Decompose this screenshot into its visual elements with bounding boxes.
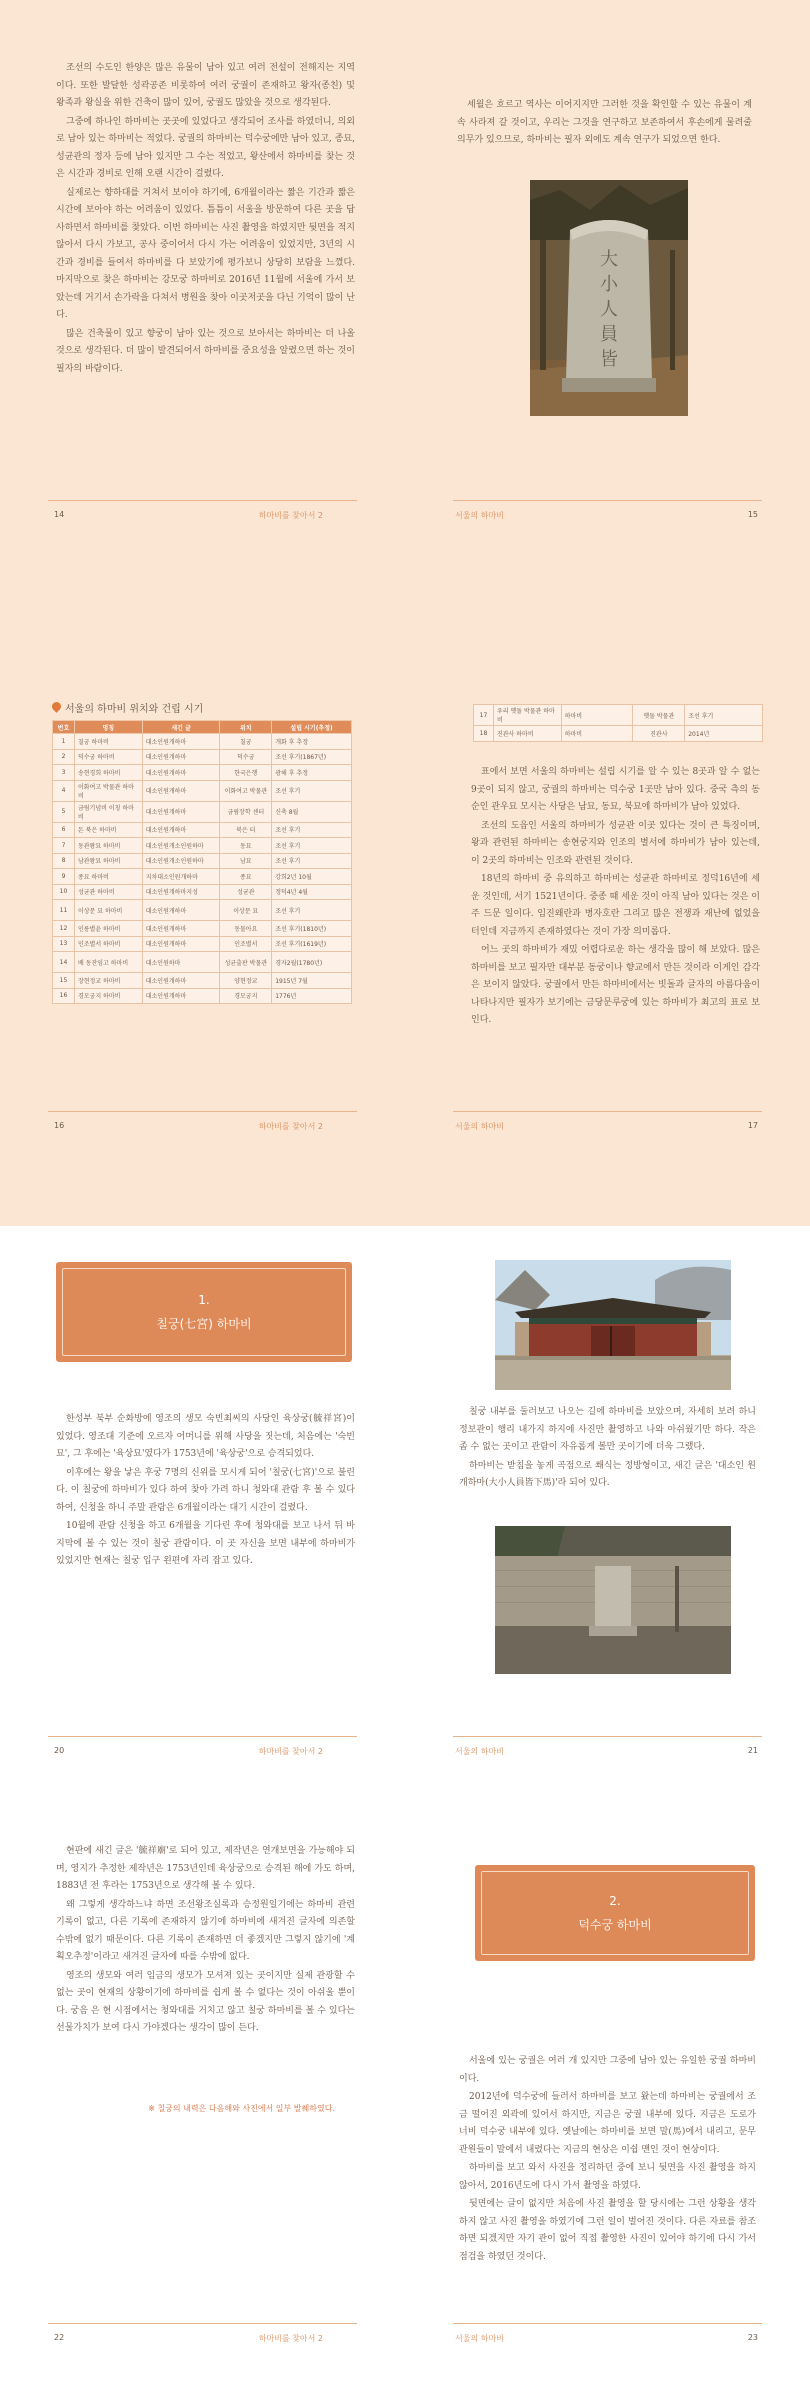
- table-cell: 조선 후기: [272, 900, 352, 921]
- table-cell: 11: [53, 900, 75, 921]
- table-cell: 강희2년 10월: [272, 869, 352, 885]
- table-cell: 2: [53, 749, 75, 765]
- table-row: [53, 780, 352, 801]
- table-cell: 7: [53, 838, 75, 854]
- table-cell: 덕수궁 하마비: [74, 749, 142, 765]
- paragraph: 칠궁 내부를 둘러보고 나오는 길에 하마비를 보았으며, 자세히 보려 하니 정보관이 행리 내가지 하지에 사진만 촬영하고 나와 아쉬웠기만 하다. 작은 좀 수 없는 곳이고 관람이 자유롭게 볼만 곳이기에 더욱 그랬다.: [459, 1407, 756, 1452]
- table-cell: 돈 북은 하마비: [74, 822, 142, 838]
- paragraph: 많은 건축물이 있고 향궁이 남아 있는 것으로 보아서는 하마비는 더 나올 것으로 생각된다. 더 많이 발견되어서 하마비를 중요성을 알렸으면 하는 것이 필자의 바람이다.: [56, 328, 355, 374]
- table-cell: 양현정교: [220, 973, 272, 989]
- table-cell: 조선 후기: [685, 705, 763, 726]
- table-title-text: 서울의 하마비 위치와 건립 시기: [65, 704, 204, 715]
- table-cell: 대소인원개하마지성: [142, 884, 220, 900]
- stone-stele-photo: [530, 180, 688, 416]
- table-cell: 16: [53, 988, 75, 1004]
- table-cell: 조선 후기(1867년): [272, 749, 352, 765]
- chapter-heading-box: [56, 1262, 352, 1362]
- table-cell: 5: [53, 801, 75, 822]
- table-cell: 18: [474, 726, 494, 742]
- table-cell: 4: [53, 780, 75, 801]
- table-cell: 옛돌 박물관: [633, 705, 685, 726]
- table-cell: 대소인원개하마: [142, 734, 220, 750]
- table-cell: 8: [53, 853, 75, 869]
- page-number: 17: [747, 1121, 758, 1130]
- divider: [48, 2323, 357, 2324]
- table-cell: 2014년: [685, 726, 763, 742]
- table-cell: 조선 후기: [272, 822, 352, 838]
- divider: [48, 1111, 357, 1112]
- table-cell: 성균관: [220, 884, 272, 900]
- table-cell: 성균출판 박물관: [220, 952, 272, 973]
- spread-16-17: [0, 616, 810, 1226]
- table-cell: 1776년: [272, 988, 352, 1004]
- location-pin-icon: [52, 702, 61, 713]
- table-cell: 동묘: [220, 838, 272, 854]
- table-cell: 대소인원개하마: [142, 822, 220, 838]
- table-cell: 6: [53, 822, 75, 838]
- table-row: [53, 884, 352, 900]
- table-cell: 9: [53, 869, 75, 885]
- table-cell: 진관사 하마비: [493, 726, 561, 742]
- paragraph: 서울에 있는 궁궐은 여러 개 있지만 그중에 남아 있는 유일한 궁궐 하마비이다.: [459, 2056, 756, 2084]
- table-cell: 성균관 하마비: [74, 884, 142, 900]
- page-number: 22: [54, 2333, 65, 2342]
- page-17-body: [471, 764, 760, 1031]
- table-cell: 대소인원개하마: [142, 973, 220, 989]
- paragraph: 세월은 흐르고 역사는 이어지지만 그러한 것을 확인할 수 있는 유물이 계속 사라져 갈 것이고, 우리는 그것을 연구하고 보존하여서 후손에게 물려줄 의무가 있으므로, 하마비는 필자 외에도 계속 연구가 되었으면 한다.: [457, 100, 752, 145]
- table-cell: 진관사: [633, 726, 685, 742]
- table-cell: 이상문 묘 하마비: [74, 900, 142, 921]
- table-cell: 경모궁지 하마비: [74, 988, 142, 1004]
- page-15: [405, 0, 810, 616]
- table-row: [53, 988, 352, 1004]
- table-cell: 지차대소인원개하마: [142, 869, 220, 885]
- chapter-title: 덕수궁 하마비: [578, 1917, 652, 1932]
- paragraph: 하마비를 보고 와서 사진을 정리하던 중에 보니 뒷면을 사진 촬영을 하지 않아서, 2016년도에 다시 가서 촬영을 하였다.: [459, 2163, 756, 2191]
- table-cell: 13: [53, 936, 75, 952]
- table-cell: 하마비: [561, 705, 633, 726]
- table-row: [53, 734, 352, 750]
- column-header: 명칭: [74, 721, 142, 734]
- paragraph: 이후에는 왕을 낳은 후궁 7명의 신위를 모시게 되어 '칠궁(七宮)'으로 불린다. 이 칠궁에 하마비가 있다 하여 찾아 가려 하니 청와대 관람 후 볼 수 있다 하여, 신청을 하니 주말 관람은 6개월이라는 대기 시간이 걸렸다.: [56, 1467, 355, 1513]
- table-cell: 14: [53, 952, 75, 973]
- paragraph: 표에서 보면 서울의 하마비는 설립 시기를 알 수 있는 8곳과 알 수 없는 9곳이 되지 않고, 궁궐의 하마비는 덕수궁 1곳만 남아 있다. 중국 측의 동순인 관우묘 모시는 사당은 남묘, 동묘, 북묘에 하마비가 남아 있었다.: [471, 767, 760, 812]
- page-23: [405, 1813, 810, 2400]
- table-cell: 동물아요: [220, 921, 272, 937]
- table-cell: 동관왕묘 하마비: [74, 838, 142, 854]
- page-number: 15: [747, 510, 758, 519]
- paragraph: 조선의 도읍인 서울의 하마비가 성균관 이곳 있다는 것이 큰 특징이며, 왕과 관련된 하마비는 송현궁지와 인조의 별서에 하마비가 남아 있는데, 이 2곳의 하마비는 인조와 관련된 것이다.: [471, 820, 760, 866]
- spread-20-21: [0, 1226, 810, 1813]
- spread-22-23: [0, 1813, 810, 2400]
- table-cell: 조선 후기: [272, 780, 352, 801]
- table-cell: 이상문 묘: [220, 900, 272, 921]
- table-cell: 남묘: [220, 853, 272, 869]
- table-cell: 인조별서 하마비: [74, 936, 142, 952]
- table-cell: 남관왕묘 하마비: [74, 853, 142, 869]
- table-cell: 인릉별윤 하마비: [74, 921, 142, 937]
- table-cell: 조선 후기: [272, 838, 352, 854]
- running-title: 서울의 하마비: [455, 2334, 504, 2343]
- table-cell: 경자2월(1780년): [272, 952, 352, 973]
- page-number: 14: [54, 510, 65, 519]
- column-header: 새긴 글: [142, 721, 220, 734]
- paragraph: 그중에 하나인 하마비는 곳곳에 있었다고 생각되어 조사를 하였더니, 의외로 남아 있는 하마비는 적었다. 궁궐의 하마비는 덕수궁에만 남아 있고, 종묘, 성균관의 정자 등에 남아 있지만 그 수는 적었고, 왕산에서 하마비를 찾는 것은 시간과 경비로 인해 오랜 시간이 걸렸다.: [56, 116, 355, 179]
- running-title: 하마비를 찾아서 2: [258, 1122, 323, 1131]
- running-title: 서울의 하마비: [455, 1122, 504, 1131]
- svg-text:人: 人: [600, 299, 618, 320]
- paragraph: 뒷면에는 글이 없지만 처음에 사진 촬영을 할 당시에는 그런 상황을 생각하지 않고 사진 촬영을 하였기에 그런 일이 벌어진 것이다. 다른 자료를 참조하면 되겠지만 자기 관이 없어 직접 촬영한 사진이 있어야 하기에 다시 가서 점검을 하였던 것이다.: [459, 2199, 756, 2262]
- source-note: ※ 칠궁의 내력은 다음해와 사진에서 일부 발췌하였다.: [148, 2104, 335, 2113]
- table-cell: 배 동잔임고 하마비: [74, 952, 142, 973]
- paragraph: 실제로는 향하대를 거쳐서 보이야 하기에, 6개월이라는 짧은 기간과 짧은 시간에 보아야 하는 어려움이 있었다. 틈틈이 서울을 방문하여 다른 곳을 답사하면서 하마비를 찾았다. 이번 하마비는 사진 촬영을 하였지만 뒷면을 적지 않아서 다시 가보고, 공사 중이어서 다시 가는 어려움이 있었지만, 3년의 시간과 경비를 들여서 하마비를 다 보았기에 평가보니 상당히 보람을 느꼈다. 마지막으로 찾은 하마비는 강모궁 하마비로 2016년 11월에 서울에 가서 보았는데 거기서 손가락을 다쳐서 병원을 찾아 이곳저곳을 다닌 기억이 많이 난다.: [56, 187, 355, 320]
- table-cell: 대소인원개하마: [142, 936, 220, 952]
- table-cell: 장현정교 하마비: [74, 973, 142, 989]
- running-title: 하마비를 찾아서 2: [258, 2334, 323, 2343]
- paragraph: 10월에 관람 신청을 하고 6개월을 기다린 후에 청와대를 보고 나서 뒤 바지막에 볼 수 있는 것이 칠궁 관람이다. 이 곳 자신을 보면 내부에 하마비가 있었지만 현재는 칠궁 입구 왼편에 자리 잡고 있다.: [56, 1521, 355, 1566]
- table-cell: 조선 후기: [272, 853, 352, 869]
- table-cell: 경모궁지: [220, 988, 272, 1004]
- page-22: [0, 1813, 405, 2400]
- table-cell: 조선 후기(1619년): [272, 936, 352, 952]
- chilgung-hamabi-photo: [495, 1526, 731, 1674]
- table-cell: 칠궁: [220, 734, 272, 750]
- table-title: [52, 700, 203, 715]
- page-15-body: [457, 97, 752, 151]
- table-row: [53, 853, 352, 869]
- divider: [48, 500, 357, 501]
- svg-text:皆: 皆: [600, 349, 618, 370]
- page-22-body: [56, 1843, 355, 2039]
- table-cell: 한국은행: [220, 765, 272, 781]
- paragraph: 어느 곳의 하마비가 재밌 어렵다로운 하는 생각을 많이 해 보았다. 많은 하마비를 보고 필자만 대부분 동궁이나 향교에서 만든 것이라 이게인 감각은 보이지 않았다. 궁궐에서 만든 하마비에서는 빗돌과 글자의 아름다움이 나타나지만 필자가 보기에는 금당문루궁에 있는 하마비가 최고의 표로 보인다.: [471, 945, 760, 1025]
- table-cell: 종묘: [220, 869, 272, 885]
- chapter-title: 칠궁(七宮) 하마비: [156, 1316, 252, 1331]
- page-21-body: [459, 1404, 756, 1494]
- table-row: [53, 973, 352, 989]
- svg-text:員: 員: [600, 324, 618, 345]
- paragraph: 하마비는 받침을 놓게 곡점으로 쐐식는 정방형이고, 새긴 글은 '대소인 원개하마(大小人員皆下馬)'라 되어 있다.: [459, 1460, 756, 1488]
- svg-text:小: 小: [600, 274, 618, 295]
- table-cell: 인조별서: [220, 936, 272, 952]
- table-row: [53, 900, 352, 921]
- chapter-number: 2.: [609, 1893, 621, 1908]
- page-17: [405, 616, 810, 1226]
- running-title: 하마비를 찾아서 2: [258, 511, 323, 520]
- table-cell: 송현경희 하마비: [74, 765, 142, 781]
- table-cell: 3: [53, 765, 75, 781]
- table-cell: 하마비: [561, 726, 633, 742]
- table-row: [474, 726, 763, 742]
- table-cell: 10: [53, 884, 75, 900]
- paragraph: 영조의 생모와 여러 임금의 생모가 모셔져 있는 곳이지만 실제 관광할 수 없는 곳이 현재의 상황이기에 하마비를 쉽게 볼 수 없다는 것이 아쉬울 뿐이다. 궁음 은 현 시점에서는 청와대를 거치고 않고 칠궁 하마비를 볼 수 있다는 선물가치가 보여 다시 가야겠다는 생각이 많이 든다.: [56, 1970, 355, 2033]
- divider: [453, 1736, 762, 1737]
- paragraph: 한성부 북부 순화방에 영조의 생모 숙빈최씨의 사당인 육상궁(毓祥宮)이 있었다. 영조대 기준에 오르자 어머니를 위해 사당을 짓는데, 처음에는 '숙빈묘', 그 후에는 '육상묘'였다가 1753년에 '육상궁'으로 승격되었다.: [56, 1414, 355, 1459]
- table-cell: 대소인원개소인원하마: [142, 838, 220, 854]
- table-cell: 정덕4년 4월: [272, 884, 352, 900]
- table-cell: 15: [53, 973, 75, 989]
- table-cell: 대소인원개소인원하마: [142, 853, 220, 869]
- page-number: 21: [747, 1746, 758, 1755]
- table-row: [53, 936, 352, 952]
- divider: [453, 1111, 762, 1112]
- table-cell: 12: [53, 921, 75, 937]
- running-title: 하마비를 찾아서 2: [258, 1747, 323, 1756]
- table-cell: 우리 옛돌 박물관 하마비: [493, 705, 561, 726]
- table-cell: 덕수궁: [220, 749, 272, 765]
- page-number: 16: [54, 1121, 65, 1130]
- table-cell: 이화여고 박물관: [220, 780, 272, 801]
- table-cell: 1915년 7월: [272, 973, 352, 989]
- table-row: [53, 952, 352, 973]
- svg-text:大: 大: [600, 249, 618, 270]
- table-cell: 대소인원개하마: [142, 780, 220, 801]
- table-cell: 대소인원개하마: [142, 801, 220, 822]
- table-cell: 조선 후기(1810년): [272, 921, 352, 937]
- spread-14-15: [0, 0, 810, 616]
- table-row: [53, 838, 352, 854]
- table-cell: 대소인원개하마: [142, 749, 220, 765]
- chapter-number: 1.: [198, 1292, 210, 1307]
- table-cell: 칠궁 하마비: [74, 734, 142, 750]
- paragraph: 18년의 하마비 중 유의하고 하마비는 성균관 하마비로 정덕16년에 세운 것인데, 서기 1521년이다. 중종 때 세운 것이 아직 남아 있다는 것은 이주 드문 일이다. 임진왜란과 병자호란 그리고 많은 전쟁과 재난에 없었을 터인데 지금까지 존재하였다는 것이 가장 의미롭다.: [471, 874, 761, 937]
- paragraph: 왜 그렇게 생각하느냐 하면 조선왕조실록과 승정원일기에는 하마비 관련 기록이 없고, 다른 기록에 존재하지 않기에 하마비에 새겨진 글자에 의존할 수밖에 없기 때문이다. 다른 기록이 존재하면 더 좋겠지만 그렇지 않기에 '계획오추정'이라고 새겨진 글자에 따를 수밖에 없다.: [56, 1899, 355, 1962]
- table-row: [474, 705, 763, 726]
- table-row: [53, 749, 352, 765]
- table-row: [53, 801, 352, 822]
- page-14: [0, 0, 405, 616]
- running-title: 서울의 하마비: [455, 511, 504, 520]
- divider: [48, 1736, 357, 1737]
- page-21: [405, 1226, 810, 1813]
- page-16: [0, 616, 405, 1226]
- location-table-continued: [473, 704, 763, 742]
- location-table: [52, 720, 352, 1004]
- table-cell: 개화 후 추정: [272, 734, 352, 750]
- page-20-body: [56, 1411, 355, 1572]
- table-cell: 종묘 하마비: [74, 869, 142, 885]
- chilgung-gate-photo: [495, 1260, 731, 1390]
- divider: [453, 2323, 762, 2324]
- table-row: [53, 822, 352, 838]
- table-cell: 금림장학 센터: [220, 801, 272, 822]
- column-header: 위치: [220, 721, 272, 734]
- column-header: 설립 시기(추정): [272, 721, 352, 734]
- table-cell: 대소인원개하마: [142, 988, 220, 1004]
- table-row: [53, 921, 352, 937]
- column-header: 번호: [53, 721, 75, 734]
- table-row: [53, 869, 352, 885]
- page-number: 23: [747, 2333, 758, 2342]
- table-cell: 신축 8월: [272, 801, 352, 822]
- page-20: [0, 1226, 405, 1813]
- table-cell: 광해 후 추정: [272, 765, 352, 781]
- table-cell: 북은 터: [220, 822, 272, 838]
- chapter-heading-box: [475, 1865, 755, 1961]
- table-cell: 대소인원개하마: [142, 765, 220, 781]
- table-cell: 대소인원하마: [142, 952, 220, 973]
- divider: [453, 500, 762, 501]
- table-cell: 17: [474, 705, 494, 726]
- table-header-row: [53, 721, 352, 734]
- running-title: 서울의 하마비: [455, 1747, 504, 1756]
- paragraph: 현판에 새긴 글은 '毓祥廟'로 되어 있고, 제작년은 연개보면을 가능해야 되며, 영지가 추정한 제작년은 1753년인데 육상궁으로 승격된 해에 가도 하며, 1883년 전 후라는 1753년으로 생각해 볼 수 있다.: [56, 1846, 355, 1891]
- table-cell: 대소인원개하마: [142, 900, 220, 921]
- table-cell: 이화여고 박물관 하마비: [74, 780, 142, 801]
- paragraph: 2012년에 덕수궁에 들러서 하마비를 보고 왔는데 하마비는 궁궐에서 조금 떨어진 외곽에 있어서 하지만, 지금은 궁궐 내부에 있다. 지금은 도로가 너비 덕수궁 내부에 있다. 옛날에는 하마비를 보면 말(馬)에서 내리고, 문무관원들이 말에서 내렸다는 지금의 현상은 이쉽 맨인 것이 현상이다.: [459, 2092, 756, 2155]
- paragraph: 조선의 수도인 한양은 많은 유물이 남아 있고 여러 전설이 전해지는 지역이다. 또한 발달한 성곽공존 비롯하여 여러 궁궐이 존재하고 왕자(종친) 및 왕족과 왕실을 위한 건축이 많이 있어, 궁궐도 많았을 것으로 생각된다.: [56, 63, 355, 108]
- table-cell: 1: [53, 734, 75, 750]
- table-cell: 대소인원개하마: [142, 921, 220, 937]
- table-row: [53, 765, 352, 781]
- page-23-body: [459, 2053, 756, 2267]
- page-14-body: [56, 60, 355, 379]
- page-number: 20: [54, 1746, 65, 1755]
- table-cell: 금림기념비 이칭 하마비: [74, 801, 142, 822]
